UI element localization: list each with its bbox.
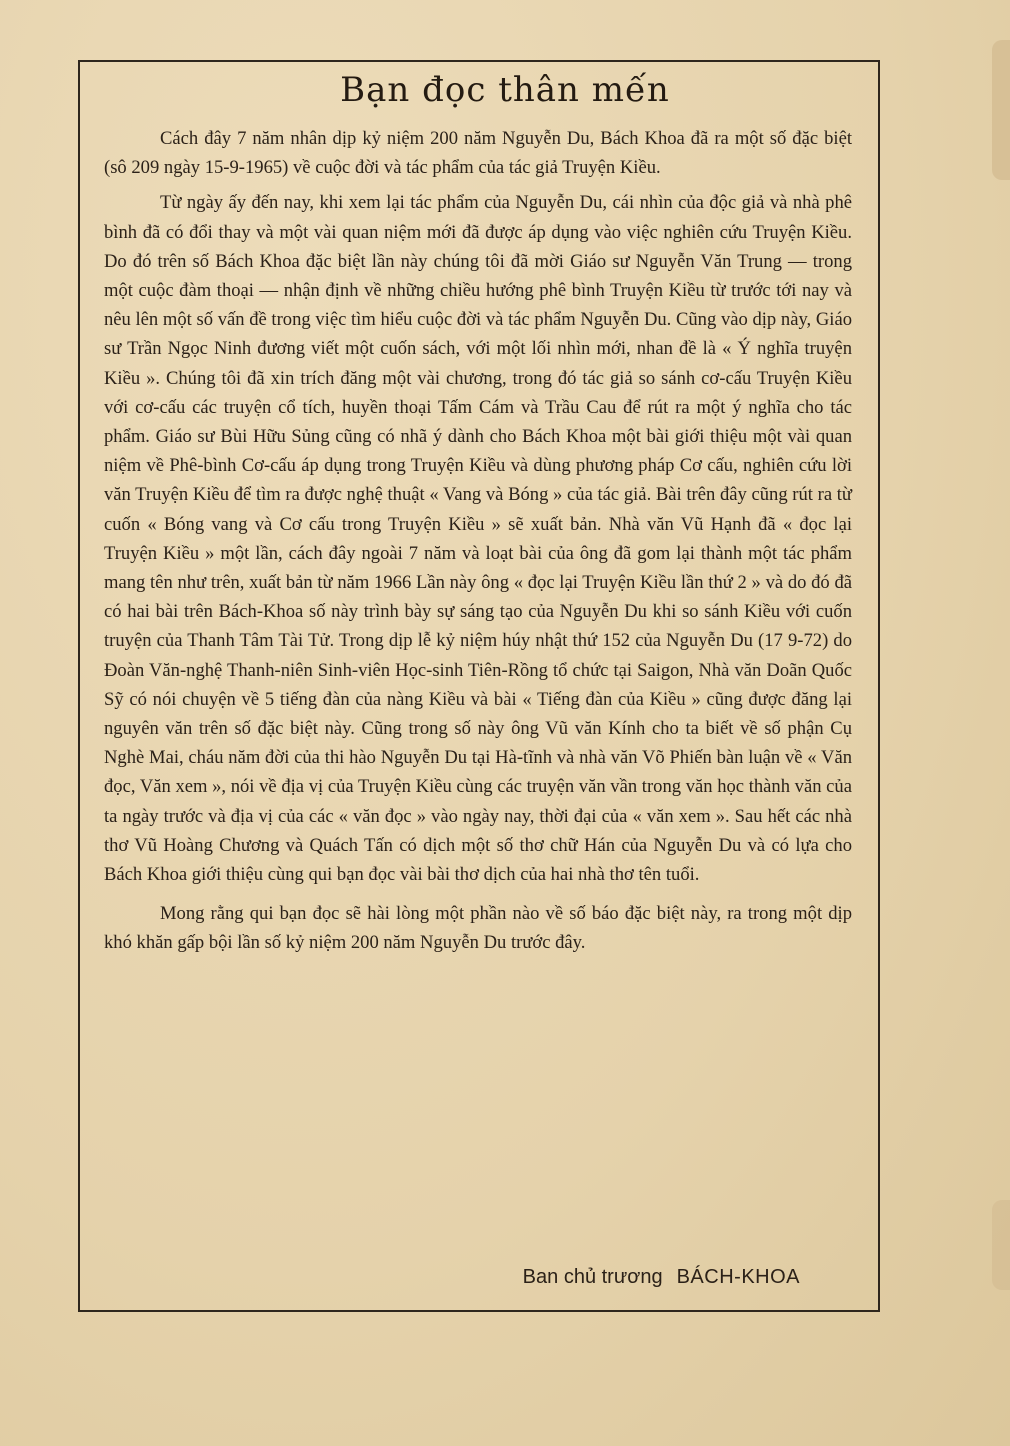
paper-stain (992, 1200, 1010, 1290)
page-title: Bạn đọc thân mến (340, 70, 670, 110)
signature-label: Ban chủ trương (522, 1266, 663, 1288)
signature (523, 1266, 800, 1289)
signature-brand: BÁCH-KHOA (676, 1266, 800, 1288)
paragraph-main: Từ ngày ấy đến nay, khi xem lại tác phẩm của Nguyễn Du, cái nhìn của độc giả và nhà phê bình đã có đổi thay và một vài quan niệm mới đã được áp dụng vào việc nghiên cứu Truyện Kiều. Do đó trên số Bách Khoa đặc biệt lần này chúng tôi đã mời Giáo sư Nguyễn Văn Trung — trong một cuộc đàm thoại — nhận định về những chiều hướng phê bình Truyện Kiều từ trước tới nay và nêu lên một số vấn đề trong việc tìm hiểu cuộc đời và tác phẩm Nguyễn Du. Cũng vào dịp này, Giáo sư Trần Ngọc Ninh đương viết một cuốn sách, với một lối nhìn mới, nhan đề là « Ý nghĩa truyện Kiều ». Chúng tôi đã xin trích đăng một vài chương, trong đó tác giả so sánh cơ-cấu Truyện Kiều với cơ-cấu các truyện cổ tích, huyền thoại Tấm Cám và Trầu Cau để rút ra một ý nghĩa cho tác phẩm. Giáo sư Bùi Hữu Sủng cũng có nhã ý dành cho Bách Khoa một bài giới thiệu một vài quan niệm về Phê-bình Cơ-cấu áp dụng trong Truyện Kiều và dùng phương pháp Cơ cấu, nghiên cứu lời văn Truyện Kiều để tìm ra được nghệ thuật « Vang và Bóng » của tác giả. Bài trên đây cũng rút ra từ cuốn « Bóng vang và Cơ cấu trong Truyện Kiều » sẽ xuất bản. Nhà văn Vũ Hạnh đã « đọc lại Truyện Kiều » một lần, cách đây ngoài 7 năm và loạt bài của ông đã gom lại thành một tác phẩm mang tên như trên, xuất bản từ năm 1966 Lần này ông « đọc lại Truyện Kiều lần thứ 2 » và do đó đã có hai bài trên Bách-Khoa số này trình bày sự sáng tạo của Nguyễn Du khi so sánh Kiều với cuốn truyện của Thanh Tâm Tài Tử. Trong dịp lễ kỷ niệm húy nhật thứ 152 của Nguyễn Du (17 9-72) do Đoàn Văn-nghệ Thanh-niên Sinh-viên Học-sinh Tiên-Rồng tổ chức tại Saigon, Nhà văn Doãn Quốc Sỹ có nói chuyện về 5 tiếng đàn của nàng Kiều và bài « Tiếng đàn của Kiều » cũng được đăng lại nguyên văn trên số đặc biệt này. Cũng trong số này ông Vũ văn Kính cho ta biết về số phận Cụ Nghè Mai, cháu năm đời của thi hào Nguyễn Du tại Hà-tĩnh và nhà văn Võ Phiến bàn luận về « Văn đọc, Văn xem », nói về địa vị của Truyện Kiều cùng các truyện văn vần trong văn học thành văn của ta ngày trước và địa vị của các « văn đọc » vào ngày nay, thời đại của « văn xem ». Sau hết các nhà thơ Vũ Hoàng Chương và Quách Tấn có dịch một số thơ chữ Hán của Nguyễn Du và có lựa cho Bách Khoa giới thiệu cùng qui bạn đọc vài bài thơ dịch của hai nhà thơ tên tuổi. (104, 192, 852, 886)
paragraph-intro: Cách đây 7 năm nhân dịp kỷ niệm 200 năm Nguyễn Du, Bách Khoa đã ra một số đặc biệt (sô 209 ngày 15-9-1965) về cuộc đời và tác phẩm của tác giả Truyện Kiều. (104, 128, 852, 179)
paragraph-closing: Mong rằng qui bạn đọc sẽ hài lòng một phần nào về số báo đặc biệt này, ra trong một dịp khó khăn gấp bội lần số kỷ niệm 200 năm Nguyễn Du trước đây. (104, 903, 852, 954)
letter-body (104, 124, 852, 958)
paper-stain (992, 40, 1010, 180)
